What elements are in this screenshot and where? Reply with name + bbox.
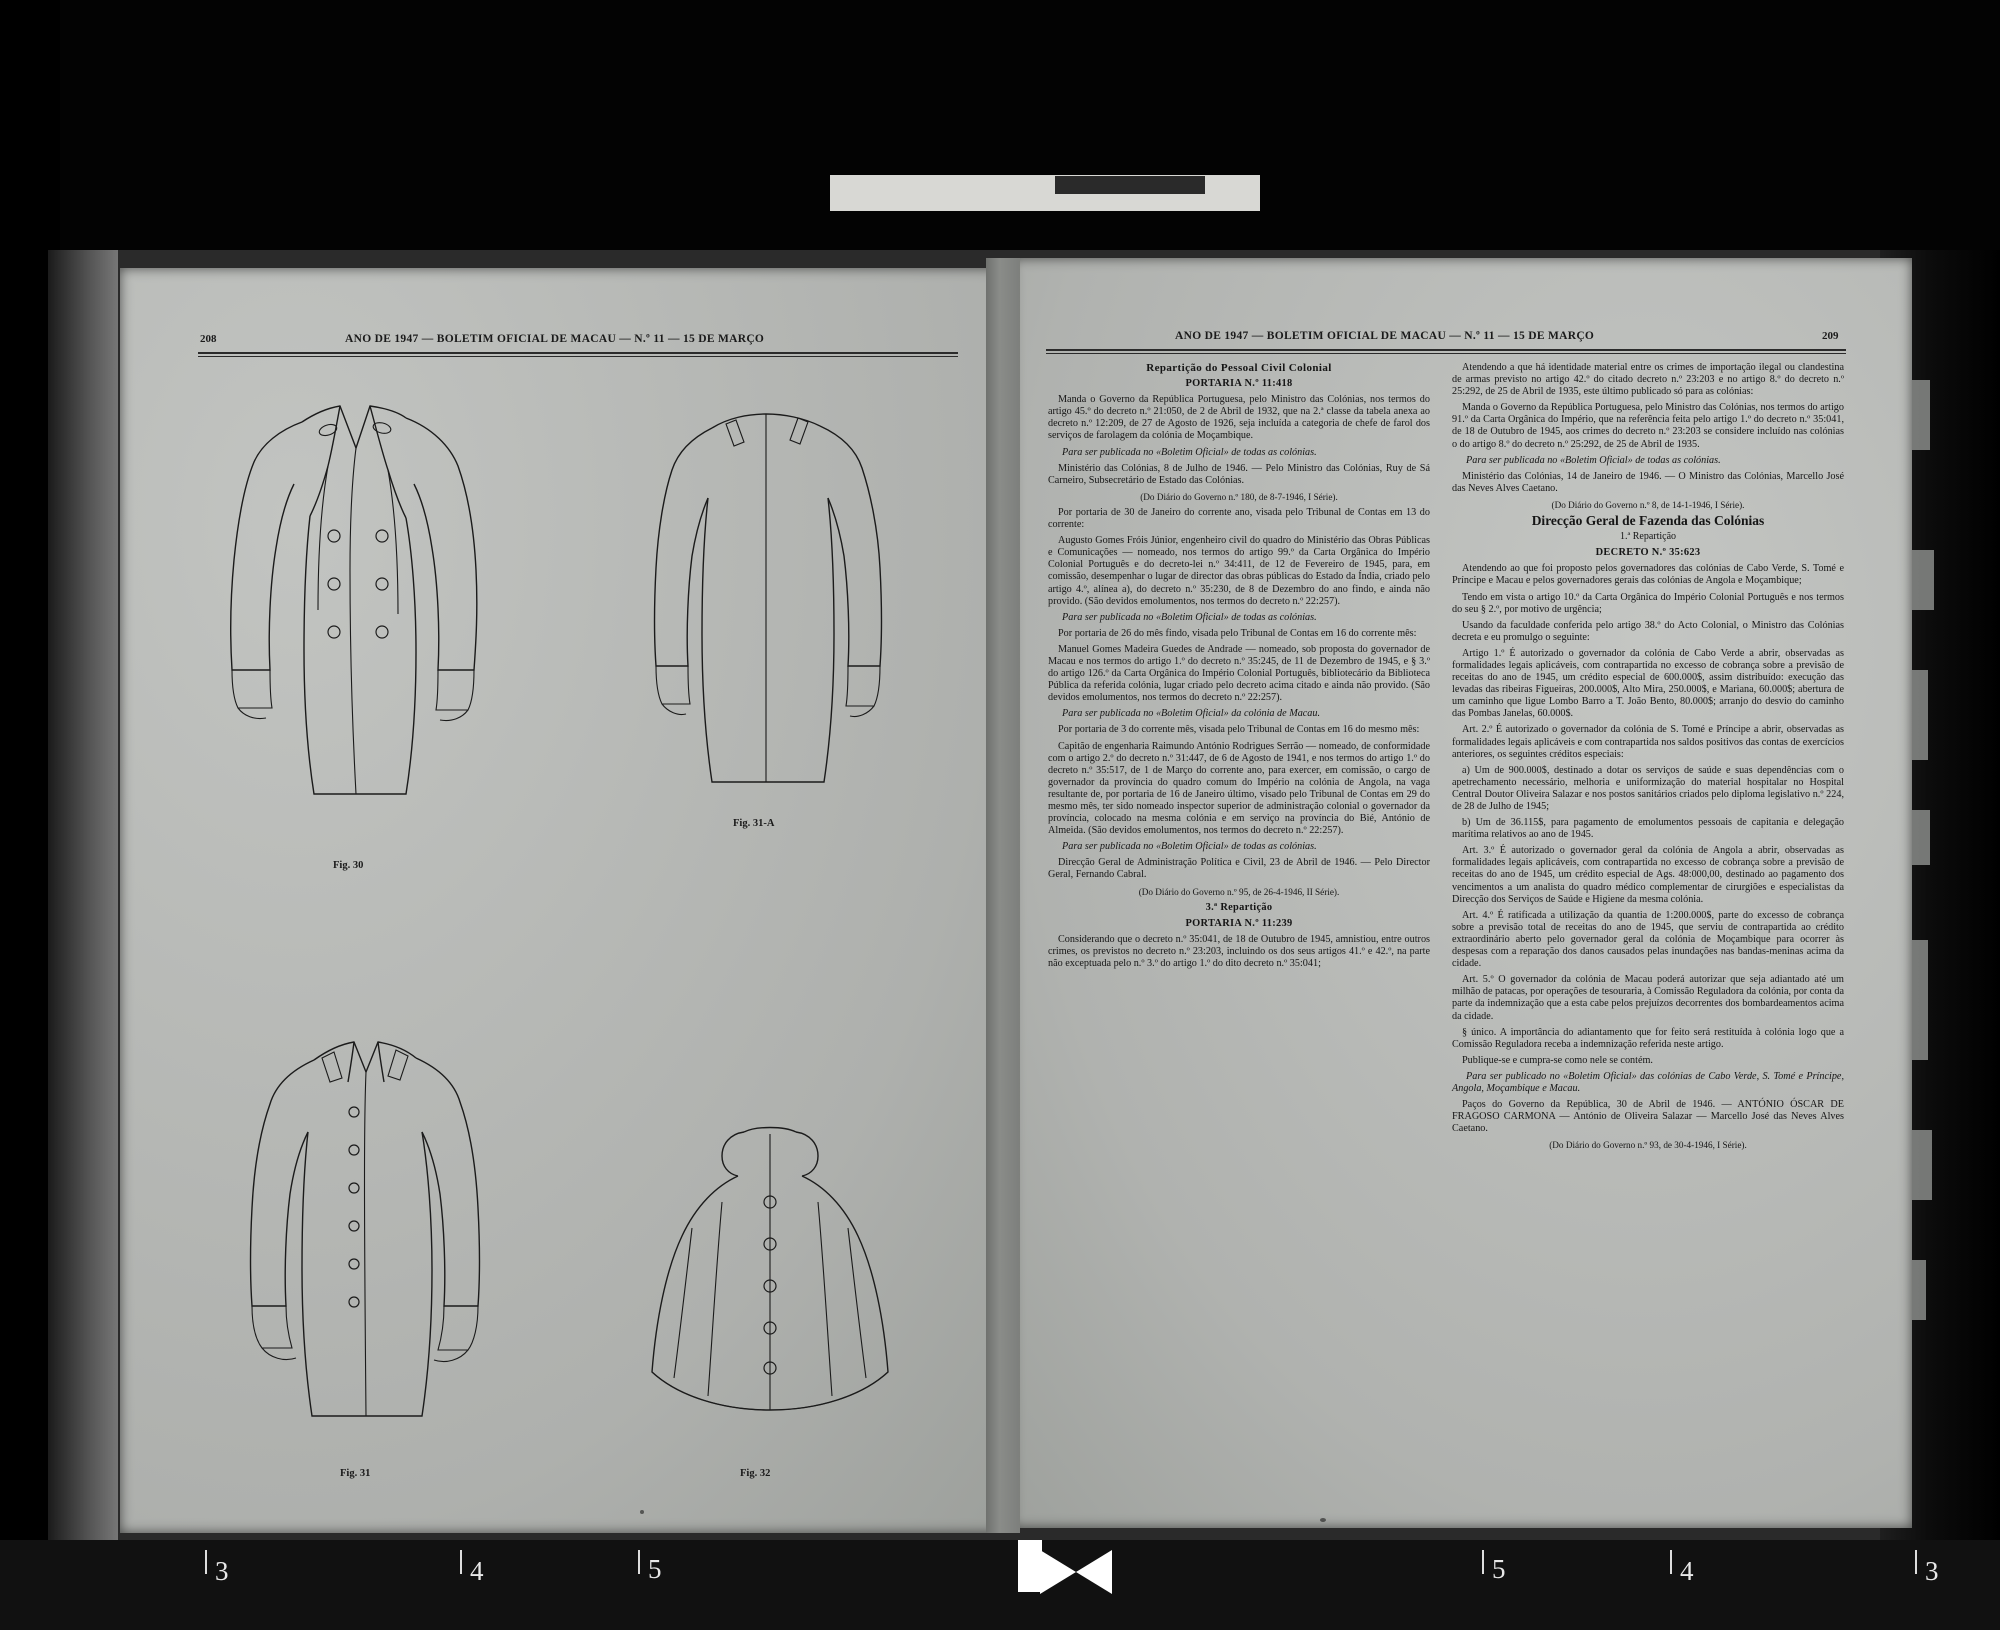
col2-paragraph: Artigo 1.º É autorizado o governador da colónia de Cabo Verde a abrir, observadas as formalidades legais aplicáveis, com contrapartida no excesso de cobrança sobre a previsão de receitas do ano de 1945, um crédito especial de 600.000$, assim distribuído: execução das levadas das ribeiras Figueiras, 200.000$, Alto Mira, 250.000$, e Mariana, 60.000$; abertura de um caminho que ligue Lombo Barro a T. João Bento, 80.000$; arranjo do desvio do caminho das Pombas Janelas, 60.000$. bbox=[1452, 647, 1844, 720]
col2-paragraph: (Do Diário do Governo n.º 93, de 30-4-1946, I Série). bbox=[1549, 1140, 1747, 1151]
center-arrow-left-icon bbox=[1076, 1550, 1112, 1594]
col1-paragraph: Capitão de engenharia Raimundo António Rodrigues Serrão — nomeado, de conformidade com o artigo 2.º do decreto n.º 31:447, de 6 de Agosto de 1941, e nos termos do artigo 1.º do decreto n.º 35:517, de 1 de Março do corrente ano, para exercer, em comissão, o cargo de governador da província do quadro comum do Império na colónia de Angola, na vaga resultante de, por portaria de 16 de Janeiro último, visado pelo Tribunal de Contas em 29 do mesmo mês, ter sido nomeado inspector superior de administração colonial o governador da província, colocado na mesma colónia e em serviço na província do Bié, António de Almeida. (São devidos emolumentos, nos termos do decreto n.º 22:257). bbox=[1048, 740, 1430, 837]
col1-paragraph: PORTARIA N.º 11:239 bbox=[1185, 917, 1293, 929]
col1-paragraph: (Do Diário do Governo n.º 180, de 8-7-1946, I Série). bbox=[1140, 491, 1338, 502]
col1-paragraph: Manuel Gomes Madeira Guedes de Andrade — nomeado, sob proposta do governador de Macau e nos termos do artigo 1.º do decreto n.º 35:245, de 11 de Dezembro de 1945, e § 3.º do artigo 126.º da Carta Orgânica do Império Colonial Português, bibliotecário da Biblioteca Pública da referida colónia, lugar criado pelo decreto acima citado e ainda não provido. (São devidos emolumentos, nos termos do decreto n.º 22:257). bbox=[1048, 643, 1430, 704]
col1-paragraph: Manda o Governo da República Portuguesa, pelo Ministro das Colónias, nos termos do artigo 45.º do decreto n.º 21:050, de 2 de Abril de 1932, que na 2.ª classe da tabela anexa ao decreto n.º 12:209, de 27 de Agosto de 1926, seja incluída a categoria de chefe de farol dos serviços de farolagem da colónia de Moçambique. bbox=[1048, 394, 1430, 442]
col2-paragraph: Atendendo ao que foi proposto pelos governadores das colónias de Cabo Verde, S. Tomé e Príncipe e Macau e pelos governadores gerais das colónias de Angola e Moçambique; bbox=[1452, 563, 1844, 587]
col1-paragraph: (Do Diário do Governo n.º 95, de 26-4-1946, II Série). bbox=[1138, 886, 1340, 897]
center-arrow-right-icon bbox=[1040, 1550, 1076, 1594]
col2-paragraph: § único. A importância do adiantamento que for feito será restituída à colónia logo que a Comissão Reguladora receba a indemnização referida neste artigo. bbox=[1452, 1026, 1844, 1050]
col2-paragraph: Usando da faculdade conferida pelo artigo 38.º do Acto Colonial, o Ministro das Colónias decreta e eu promulgo o seguinte: bbox=[1452, 619, 1844, 643]
light-leak-shadow bbox=[1055, 176, 1205, 194]
col1-paragraph: Para ser publicada no «Boletim Oficial» de todas as colónias. bbox=[1062, 611, 1317, 623]
col1-paragraph: Para ser publicada no «Boletim Oficial» de todas as colónias. bbox=[1062, 841, 1317, 853]
page-gutter bbox=[986, 258, 1020, 1533]
figure-fig-31 bbox=[230, 1020, 500, 1440]
col1-paragraph: Por portaria de 30 de Janeiro do corrente ano, visada pelo Tribunal de Contas em 13 do corrente: bbox=[1048, 506, 1430, 531]
ruler-mark-2: 5 bbox=[648, 1554, 662, 1584]
col2-paragraph: Art. 2.º É autorizado o governador da colónia de S. Tomé e Príncipe a abrir, observadas as formalidades legais aplicáveis e com contrapartida nos saldos positivos das contas de exercícios anteriores, os seguintes créditos especiais: bbox=[1452, 724, 1844, 760]
col2-paragraph: a) Um de 900.000$, destinado a dotar os serviços de saúde e suas dependências com o apetrechamento necessário, melhoria e uniformização do material hospitalar no Hospital Central Doutor Oliveira Salazar e nos postos sanitários criados pelo diploma legislativo n.º 224, de 28 de Julho de 1945; bbox=[1452, 764, 1844, 812]
col1-paragraph: PORTARIA N.º 11:418 bbox=[1185, 378, 1293, 390]
col1-paragraph: Considerando que o decreto n.º 35:041, de 18 de Outubro de 1945, amnistiou, entre outros crimes, os previstos no decreto n.º 23:203, incluindo os dos seus artigos 41.º e 42.º, na parte não exceptuada pelo n.º 3.º do artigo 1.º do dito decreto n.º 35:041; bbox=[1048, 933, 1430, 970]
header-rule-left-2 bbox=[198, 356, 958, 357]
col1-paragraph: 3.ª Repartição bbox=[1205, 901, 1273, 913]
col1-paragraph: Para ser publicada no «Boletim Oficial» de todas as colónias. bbox=[1062, 446, 1317, 458]
running-head-right: ANO DE 1947 — BOLETIM OFICIAL DE MACAU — N.º 11 — 15 DE MARÇO bbox=[1175, 330, 1595, 342]
col1-paragraph: Por portaria de 3 do corrente mês, visada pelo Tribunal de Contas em 16 do mesmo mês: bbox=[1058, 724, 1420, 736]
ruler-mark-3: 5 bbox=[1492, 1554, 1506, 1584]
header-rule-left bbox=[198, 352, 958, 354]
text-column-2 bbox=[1452, 362, 1844, 1512]
figure-fig-30 bbox=[210, 370, 500, 840]
page-number-right: 209 bbox=[1822, 330, 1839, 342]
col1-paragraph: Ministério das Colónias, 8 de Julho de 1946. — Pelo Ministro das Colónias, Ruy de Sá Carneiro, Subsecretário de Estado das Colónias. bbox=[1048, 462, 1430, 486]
col2-paragraph: Para ser publicado no «Boletim Oficial» das colónias de Cabo Verde, S. Tomé e Príncipe, Angola, Moçambique e Macau. bbox=[1452, 1070, 1844, 1094]
ruler-mark-5: 3 bbox=[1925, 1556, 1939, 1586]
col2-paragraph: DECRETO N.º 35:623 bbox=[1595, 547, 1701, 559]
figure-fig-31a bbox=[640, 390, 900, 810]
center-marker-bar bbox=[1018, 1540, 1042, 1592]
figure-caption-fig-31a: Fig. 31-A bbox=[733, 818, 775, 829]
figure-caption-fig-30: Fig. 30 bbox=[333, 860, 364, 871]
col2-paragraph: 1.ª Repartição bbox=[1619, 531, 1677, 543]
text-column-1 bbox=[1048, 362, 1430, 1502]
col2-paragraph: (Do Diário do Governo n.º 8, de 14-1-1946, I Série). bbox=[1551, 499, 1745, 510]
col2-paragraph: Para ser publicada no «Boletim Oficial» de todas as colónias. bbox=[1466, 454, 1721, 466]
col2-paragraph: Ministério das Colónias, 14 de Janeiro de 1946. — O Ministro das Colónias, Marcello José das Neves Alves Caetano. bbox=[1452, 470, 1844, 494]
col1-paragraph: Para ser publicada no «Boletim Oficial» da colónia de Macau. bbox=[1062, 708, 1321, 720]
col1-paragraph: Por portaria de 26 do mês findo, visada pelo Tribunal de Contas em 16 do corrente mês: bbox=[1058, 627, 1417, 639]
col2-paragraph: Paços do Governo da República, 30 de Abril de 1946. — ANTÓNIO ÓSCAR DE FRAGOSO CARMONA — António de Oliveira Salazar — Marcello José das Neves Alves Caetano. bbox=[1452, 1099, 1844, 1135]
col2-paragraph: b) Um de 36.115$, para pagamento de emolumentos pessoais de capitania e delegação marítima relativos ao ano de 1945. bbox=[1452, 817, 1844, 841]
book-spine-shadow bbox=[48, 250, 118, 1550]
col2-paragraph: Manda o Governo da República Portuguesa, pelo Ministro das Colónias, nos termos do artigo 91.º da Carta Orgânica do Império, que na referência feita pelo artigo 1.º do decreto n.º 35:041, de 18 de Outubro de 1945, aos crimes do decreto n.º 23:203 se considere incluído nas colónias o do artigo 8.º do decreto n.º 25:292, de 25 de Abril de 1935. bbox=[1452, 402, 1844, 450]
running-head-left: ANO DE 1947 — BOLETIM OFICIAL DE MACAU — N.º 11 — 15 DE MARÇO bbox=[345, 333, 765, 345]
col2-paragraph: Atendendo a que há identidade material entre os crimes de importação ilegal ou clandestina de armas previsto no artigo 42.º do citado decreto n.º 23:203 e no artigo 8.º do decreto n.º 25:292, de 25 de Abril de 1935, este último publicado só para as colónias: bbox=[1452, 362, 1844, 398]
film-border-top bbox=[0, 0, 2000, 250]
col2-paragraph: Art. 3.º É autorizado o governador geral da colónia de Angola a abrir, observadas as formalidades legais aplicáveis, com contrapartida no excesso de cobrança sobre a previsão de receitas do ano de 1945, um crédito especial de Ags. 48:000,00, destinado ao pagamento dos vencimentos a um analista do quadro médico complementar de cirurgiões e especialistas da Direcção dos Serviços de Saúde e Higiene da mesma colónia. bbox=[1452, 845, 1844, 905]
col2-paragraph: Art. 5.º O governador da colónia de Macau poderá autorizar que seja adiantado até um milhão de patacas, por operações de tesouraria, à Comissão Reguladora da colónia, por conta da parte da indemnização que a esta cabe pelos prejuízos decorrentes dos bombardeamentos acima da cidade. bbox=[1452, 974, 1844, 1022]
col1-section-title: Repartição do Pessoal Civil Colonial bbox=[1146, 362, 1332, 374]
header-rule-right-2 bbox=[1046, 353, 1846, 354]
scanner-ruler-bar bbox=[0, 1540, 2000, 1630]
col2-paragraph: Tendo em vista o artigo 10.º da Carta Orgânica do Império Colonial Português e nos termos do seu § 2.º, por motivo de urgência; bbox=[1452, 591, 1844, 615]
ruler-mark-4: 4 bbox=[1680, 1556, 1694, 1586]
col2-paragraph: Publique-se e cumpra-se como nele se contém. bbox=[1462, 1054, 1653, 1066]
figure-caption-fig-32: Fig. 32 bbox=[740, 1468, 771, 1479]
col2-paragraph: Direcção Geral de Fazenda das Colónias bbox=[1531, 513, 1765, 529]
ruler-mark-0: 3 bbox=[215, 1556, 229, 1586]
figure-caption-fig-31: Fig. 31 bbox=[340, 1468, 371, 1479]
col1-paragraph: Direcção Geral de Administração Política e Civil, 23 de Abril de 1946. — Pelo Director Geral, Fernando Cabral. bbox=[1048, 857, 1430, 881]
page-number-left: 208 bbox=[200, 333, 217, 345]
ruler-mark-1: 4 bbox=[470, 1556, 484, 1586]
figure-fig-32 bbox=[630, 1110, 910, 1440]
header-rule-right bbox=[1046, 349, 1846, 351]
col1-paragraph: Augusto Gomes Fróis Júnior, engenheiro civil do quadro do Ministério das Obras Públicas e Comunicações — nomeado, nos termos do artigo 99.º da Carta Orgânica do Império Colonial Português e do decreto-lei n.º 34:411, de 12 de Fevereiro de 1945, para, em comissão, desempenhar o lugar de director das obras públicas do Estado da Índia, criado pelo artigo 4.º, alínea a), do decreto n.º 35:230, de 8 de Dezembro do ano findo, e ainda não provido. (São devidos emolumentos, nos termos do decreto n.º 22:257). bbox=[1048, 535, 1430, 607]
col2-paragraph: Art. 4.º É ratificada a utilização da quantia de 1:200.000$, parte do excesso de cobrança sobre a previsão total de receitas do ano de 1945, que serviu de contrapartida ao crédito extraordinário aberto pelo governador geral da colónia de Moçambique para ocorrer às despesas com a reparação dos danos causados pelas inundações nas bandas-meninas acima da cidade. bbox=[1452, 909, 1844, 970]
